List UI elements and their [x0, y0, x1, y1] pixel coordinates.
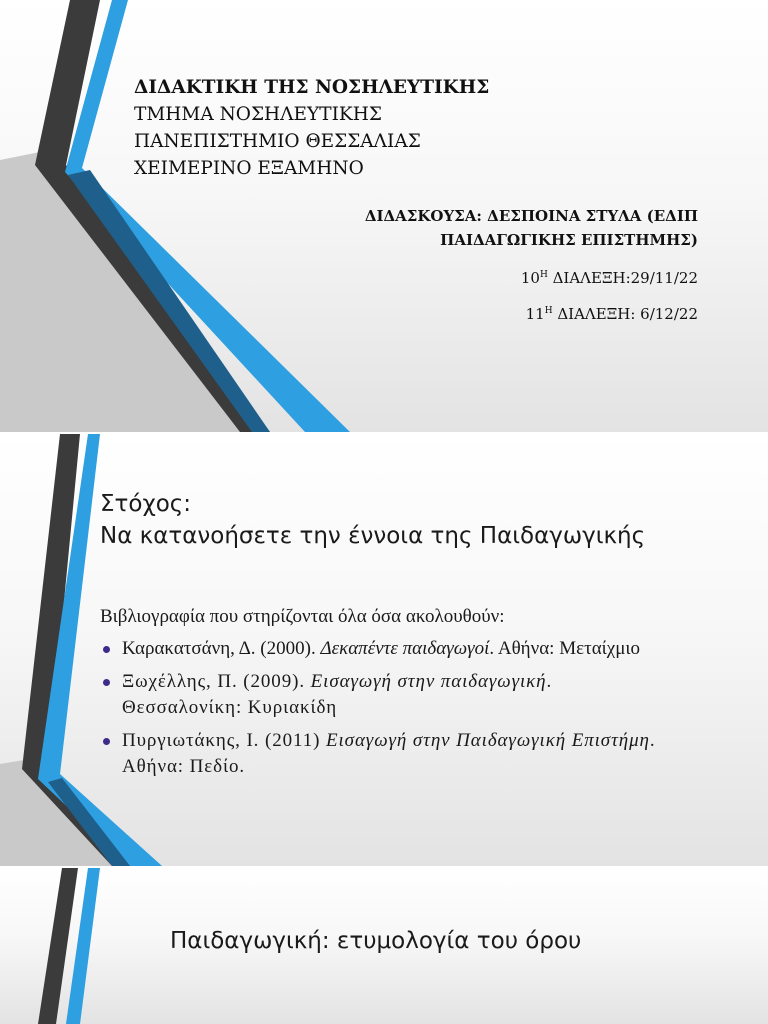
slide-title — [0, 0, 768, 432]
reference-title: Εισαγωγή στην παιδαγωγική — [310, 671, 547, 692]
lecture-10-number: 10 — [520, 269, 540, 287]
reference-publisher: . Αθήνα: Μεταίχμιο — [489, 638, 640, 659]
reference-author: Καρακατσάνη, Δ. (2000). — [122, 638, 321, 659]
semester: ΧΕΙΜΕΡΙΝΟ ΕΞΑΜΗΝΟ — [134, 158, 364, 179]
lecture-11-sup: Η — [544, 306, 553, 316]
reference-publisher: . Αθήνα: Πεδίο. — [122, 730, 656, 777]
bibliography-heading: Βιβλιογραφία που στηρίζονται όλα όσα ακολουθούν: — [100, 606, 505, 627]
reference-title: Δεκαπέντε παιδαγωγοί — [320, 638, 490, 659]
lecture-11-number: 11 — [525, 305, 545, 323]
goal-text: Να κατανοήσετε την έννοια της Παιδαγωγικής — [100, 523, 646, 549]
reference-item — [100, 669, 660, 721]
lecture-11-date: ΔΙΑΛΕΞΗ: 6/12/22 — [552, 305, 698, 323]
reference-author: Ξωχέλλης, Π. (2009). — [122, 671, 311, 692]
reference-item — [100, 636, 660, 662]
instructor-line-2: ΠΑΙΔΑΓΩΓΙΚΗΣ ΕΠΙΣΤΗΜΗΣ) — [440, 231, 698, 249]
reference-list — [100, 636, 660, 780]
goal-label: Στόχος: — [100, 491, 192, 517]
lecture-11 — [365, 301, 698, 324]
department: ΤΜΗΜΑ ΝΟΣΗΛΕΥΤΙΚΗΣ — [134, 104, 382, 125]
bullet-icon — [103, 646, 110, 653]
lecture-10-sup: Η — [539, 270, 548, 280]
goal-block — [100, 488, 645, 552]
reference-item — [100, 728, 660, 780]
instructor-block — [365, 204, 698, 324]
reference-title: Εισαγωγή στην Παιδαγωγική Επιστήμη — [325, 730, 650, 751]
bibliography — [100, 604, 660, 787]
lecture-10 — [365, 265, 698, 288]
slide-etymology — [0, 868, 768, 1024]
university: ΠΑΝΕΠΙΣΤΗΜΙΟ ΘΕΣΣΑΛΙΑΣ — [134, 131, 421, 152]
bullet-icon — [103, 679, 110, 686]
lecture-10-date: ΔΙΑΛΕΞΗ:29/11/22 — [547, 269, 698, 287]
course-title: ΔΙΔΑΚΤΙΚΗ ΤΗΣ ΝΟΣΗΛΕΥΤΙΚΗΣ — [134, 77, 490, 98]
etymology-title: Παιδαγωγική: ετυμολογία του όρου — [170, 928, 582, 954]
bullet-icon — [103, 738, 110, 745]
slide-goal — [0, 434, 768, 866]
instructor-line-1: ΔΙΔΑΣΚΟΥΣΑ: ΔΕΣΠΟΙΝΑ ΣΤΥΛΑ (ΕΔΙΠ — [364, 207, 698, 225]
reference-publisher: . Θεσσαλονίκη: Κυριακίδη — [122, 671, 553, 718]
title-block — [134, 74, 489, 182]
reference-author: Πυργιωτάκης, Ι. (2011) — [122, 730, 326, 751]
